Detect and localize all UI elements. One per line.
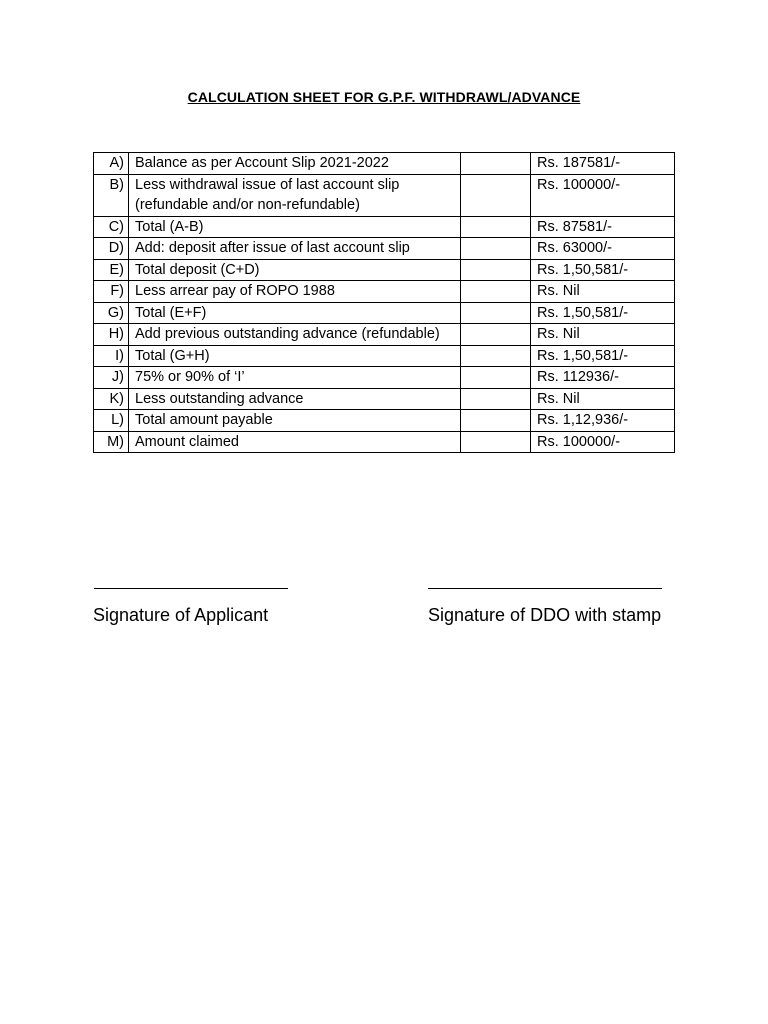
row-blank-cell	[461, 345, 531, 367]
row-blank-cell	[461, 281, 531, 303]
table-row	[94, 281, 675, 303]
row-letter: I)	[94, 345, 129, 367]
row-description: Total (G+H)	[129, 345, 461, 367]
table-row	[94, 410, 675, 432]
row-description: Add previous outstanding advance (refundable)	[129, 324, 461, 346]
row-blank-cell	[461, 216, 531, 238]
table-row	[94, 153, 675, 175]
document-title: CALCULATION SHEET FOR G.P.F. WITHDRAWL/ADVANCE	[187, 89, 581, 105]
row-description: Less withdrawal issue of last account slip (refundable and/or non-refundable)	[129, 174, 461, 216]
row-amount: Rs. Nil	[531, 281, 675, 303]
row-letter: G)	[94, 302, 129, 324]
row-letter: A)	[94, 153, 129, 175]
row-letter: E)	[94, 259, 129, 281]
row-description: Total deposit (C+D)	[129, 259, 461, 281]
table-row	[94, 216, 675, 238]
row-description: Amount claimed	[129, 431, 461, 453]
row-description: 75% or 90% of ‘I’	[129, 367, 461, 389]
row-blank-cell	[461, 410, 531, 432]
row-description: Total (E+F)	[129, 302, 461, 324]
row-letter: D)	[94, 238, 129, 260]
row-amount: Rs. 112936/-	[531, 367, 675, 389]
table-row	[94, 259, 675, 281]
row-amount: Rs. 1,50,581/-	[531, 302, 675, 324]
table-row	[94, 431, 675, 453]
ddo-signature-line	[428, 588, 662, 589]
calculation-table	[93, 152, 675, 453]
row-amount: Rs. 1,50,581/-	[531, 345, 675, 367]
row-description: Balance as per Account Slip 2021-2022	[129, 153, 461, 175]
row-letter: C)	[94, 216, 129, 238]
row-amount: Rs. 100000/-	[531, 174, 675, 216]
row-letter: B)	[94, 174, 129, 216]
row-letter: M)	[94, 431, 129, 453]
row-description: Less outstanding advance	[129, 388, 461, 410]
row-amount: Rs. 100000/-	[531, 431, 675, 453]
row-amount: Rs. 87581/-	[531, 216, 675, 238]
ddo-signature-label: Signature of DDO with stamp	[428, 605, 662, 625]
row-blank-cell	[461, 367, 531, 389]
row-description: Less arrear pay of ROPO 1988	[129, 281, 461, 303]
row-description: Add: deposit after issue of last account slip	[129, 238, 461, 260]
row-blank-cell	[461, 324, 531, 346]
row-blank-cell	[461, 238, 531, 260]
row-letter: L)	[94, 410, 129, 432]
row-blank-cell	[461, 259, 531, 281]
row-amount: Rs. 1,50,581/-	[531, 259, 675, 281]
table-row	[94, 388, 675, 410]
row-blank-cell	[461, 388, 531, 410]
row-letter: H)	[94, 324, 129, 346]
row-amount: Rs. Nil	[531, 388, 675, 410]
table-row	[94, 302, 675, 324]
row-blank-cell	[461, 153, 531, 175]
row-blank-cell	[461, 431, 531, 453]
row-blank-cell	[461, 174, 531, 216]
applicant-signature-line	[94, 588, 288, 589]
row-description: Total amount payable	[129, 410, 461, 432]
row-description: Total (A-B)	[129, 216, 461, 238]
row-letter: F)	[94, 281, 129, 303]
row-amount: Rs. 187581/-	[531, 153, 675, 175]
table-row	[94, 345, 675, 367]
table-row	[94, 324, 675, 346]
row-blank-cell	[461, 302, 531, 324]
applicant-signature-label: Signature of Applicant	[93, 605, 269, 625]
table-row	[94, 238, 675, 260]
table-row	[94, 174, 675, 216]
row-letter: K)	[94, 388, 129, 410]
row-amount: Rs. 63000/-	[531, 238, 675, 260]
table-row	[94, 367, 675, 389]
row-letter: J)	[94, 367, 129, 389]
row-amount: Rs. 1,12,936/-	[531, 410, 675, 432]
row-amount: Rs. Nil	[531, 324, 675, 346]
